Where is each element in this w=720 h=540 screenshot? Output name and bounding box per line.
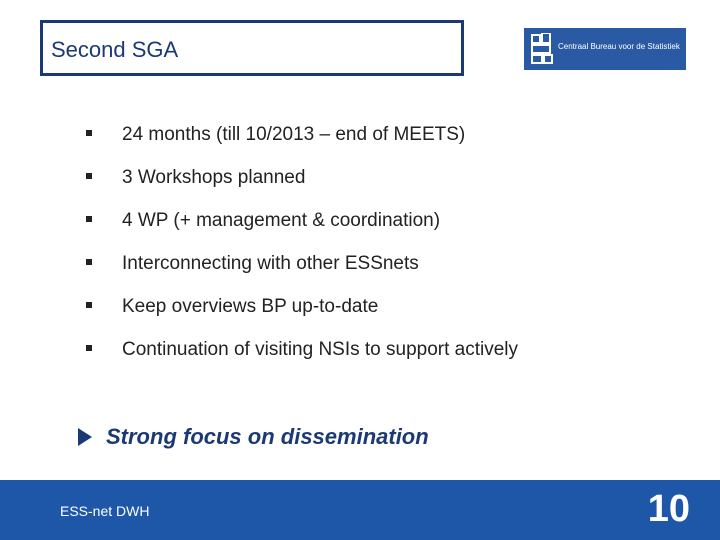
bullet-marker-icon xyxy=(86,259,92,265)
bullet-marker-icon xyxy=(86,130,92,136)
bullet-marker-icon xyxy=(86,345,92,351)
slide-title-box xyxy=(40,20,464,76)
emphasis-line xyxy=(78,424,429,450)
bullet-marker-icon xyxy=(86,302,92,308)
logo-text: Centraal Bureau voor de Statistiek xyxy=(558,42,680,51)
cbs-logo xyxy=(524,28,686,70)
cbs-logo-icon xyxy=(530,33,554,65)
footer-label: ESS-net DWH xyxy=(60,503,150,519)
page-number: 10 xyxy=(647,488,690,530)
bullet-marker-icon xyxy=(86,173,92,179)
footer-bar xyxy=(0,480,720,540)
arrow-right-icon xyxy=(78,428,92,446)
emphasis-text: Strong focus on dissemination xyxy=(106,424,429,449)
bullet-marker-icon xyxy=(86,216,92,222)
slide-title: Second SGA xyxy=(51,37,179,62)
